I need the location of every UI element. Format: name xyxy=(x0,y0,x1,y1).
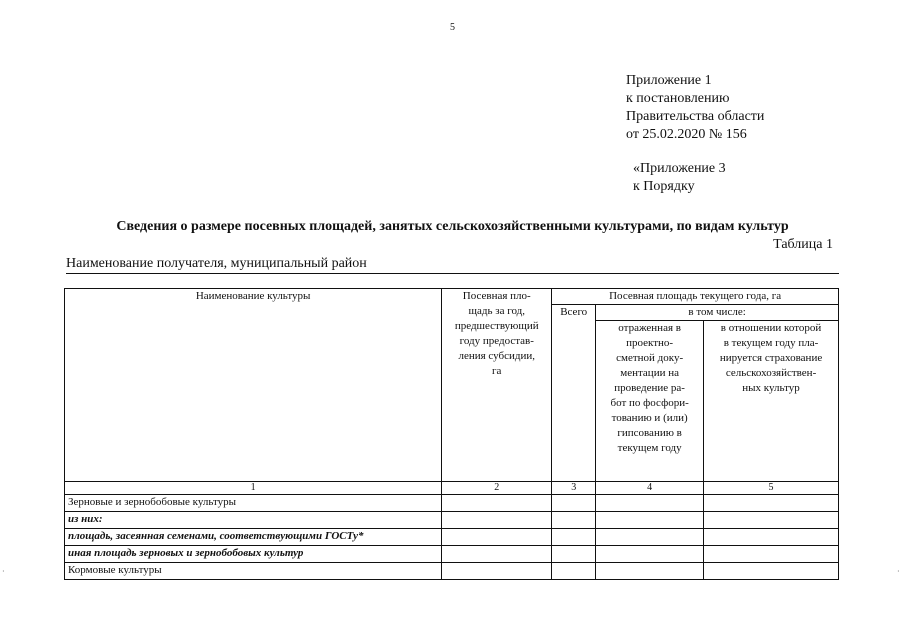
row-label: Кормовые культуры xyxy=(65,563,442,580)
column-numbers-row xyxy=(65,482,839,495)
table-cell xyxy=(442,529,552,546)
header-prev-year-area: Посевная пло- щадь за год, предшествующий году предостав- ления субсидии, га xyxy=(442,289,552,482)
column-number: 5 xyxy=(704,482,839,495)
table-cell xyxy=(552,512,596,529)
table-cell xyxy=(552,529,596,546)
appendix-quote-block xyxy=(633,160,726,196)
table-cell xyxy=(704,546,839,563)
document-title: Сведения о размере посевных площадей, занятых сельскохозяйственными культурами, по видам культур xyxy=(116,219,789,234)
header-total: Всего xyxy=(552,305,596,482)
table-cell xyxy=(596,495,704,512)
crop-area-table xyxy=(64,288,839,580)
page-number: 5 xyxy=(450,22,455,33)
column-number: 1 xyxy=(65,482,442,495)
appendix-line: от 25.02.2020 № 156 xyxy=(626,127,747,142)
scan-edge-mark-right: · xyxy=(897,567,900,576)
table-cell xyxy=(552,563,596,580)
table-cell xyxy=(442,546,552,563)
header-insurance: в отношении которой в текущем году пла- нируется страхование сельскохозяйствен- ных культур xyxy=(704,321,839,482)
scan-edge-mark-left: · xyxy=(2,567,5,576)
appendix-quote-line: «Приложение 3 xyxy=(633,161,726,176)
table-row xyxy=(65,495,839,512)
table-cell xyxy=(596,529,704,546)
table-cell xyxy=(704,529,839,546)
row-label: площадь, засеянная семенами, соответствующими ГОСТу* xyxy=(65,529,442,546)
table-cell xyxy=(704,495,839,512)
header-current-year-area: Посевная площадь текущего года, га xyxy=(552,289,839,305)
table-label: Таблица 1 xyxy=(773,237,833,252)
table-cell xyxy=(704,563,839,580)
header-in-that: в том числе: xyxy=(596,305,839,321)
table-cell xyxy=(442,563,552,580)
table-cell xyxy=(596,512,704,529)
table-row xyxy=(65,512,839,529)
header-phosphorite: отраженная в проектно- сметной доку- ментации на проведение ра- бот по фосфори- тованию и (или) гипсованию в текущем году xyxy=(596,321,704,482)
column-number: 2 xyxy=(442,482,552,495)
appendix-line: к постановлению xyxy=(626,91,730,106)
recipient-label: Наименование получателя, муниципальный район xyxy=(66,256,839,274)
appendix-line: Правительства области xyxy=(626,109,765,124)
appendix-block xyxy=(626,72,764,144)
row-label: Зерновые и зернобобовые культуры xyxy=(65,495,442,512)
table-cell xyxy=(596,546,704,563)
table-cell xyxy=(704,512,839,529)
header-crop-name: Наименование культуры xyxy=(65,289,442,482)
column-number: 3 xyxy=(552,482,596,495)
table-row xyxy=(65,546,839,563)
column-number: 4 xyxy=(596,482,704,495)
row-label: иная площадь зерновых и зернобобовых культур xyxy=(65,546,442,563)
appendix-quote-line: к Порядку xyxy=(633,179,695,194)
table-cell xyxy=(552,546,596,563)
table-row xyxy=(65,529,839,546)
table-cell xyxy=(442,495,552,512)
table-row xyxy=(65,563,839,580)
table-cell xyxy=(552,495,596,512)
table-cell xyxy=(442,512,552,529)
table-cell xyxy=(596,563,704,580)
appendix-line: Приложение 1 xyxy=(626,73,712,88)
row-label: из них: xyxy=(65,512,442,529)
